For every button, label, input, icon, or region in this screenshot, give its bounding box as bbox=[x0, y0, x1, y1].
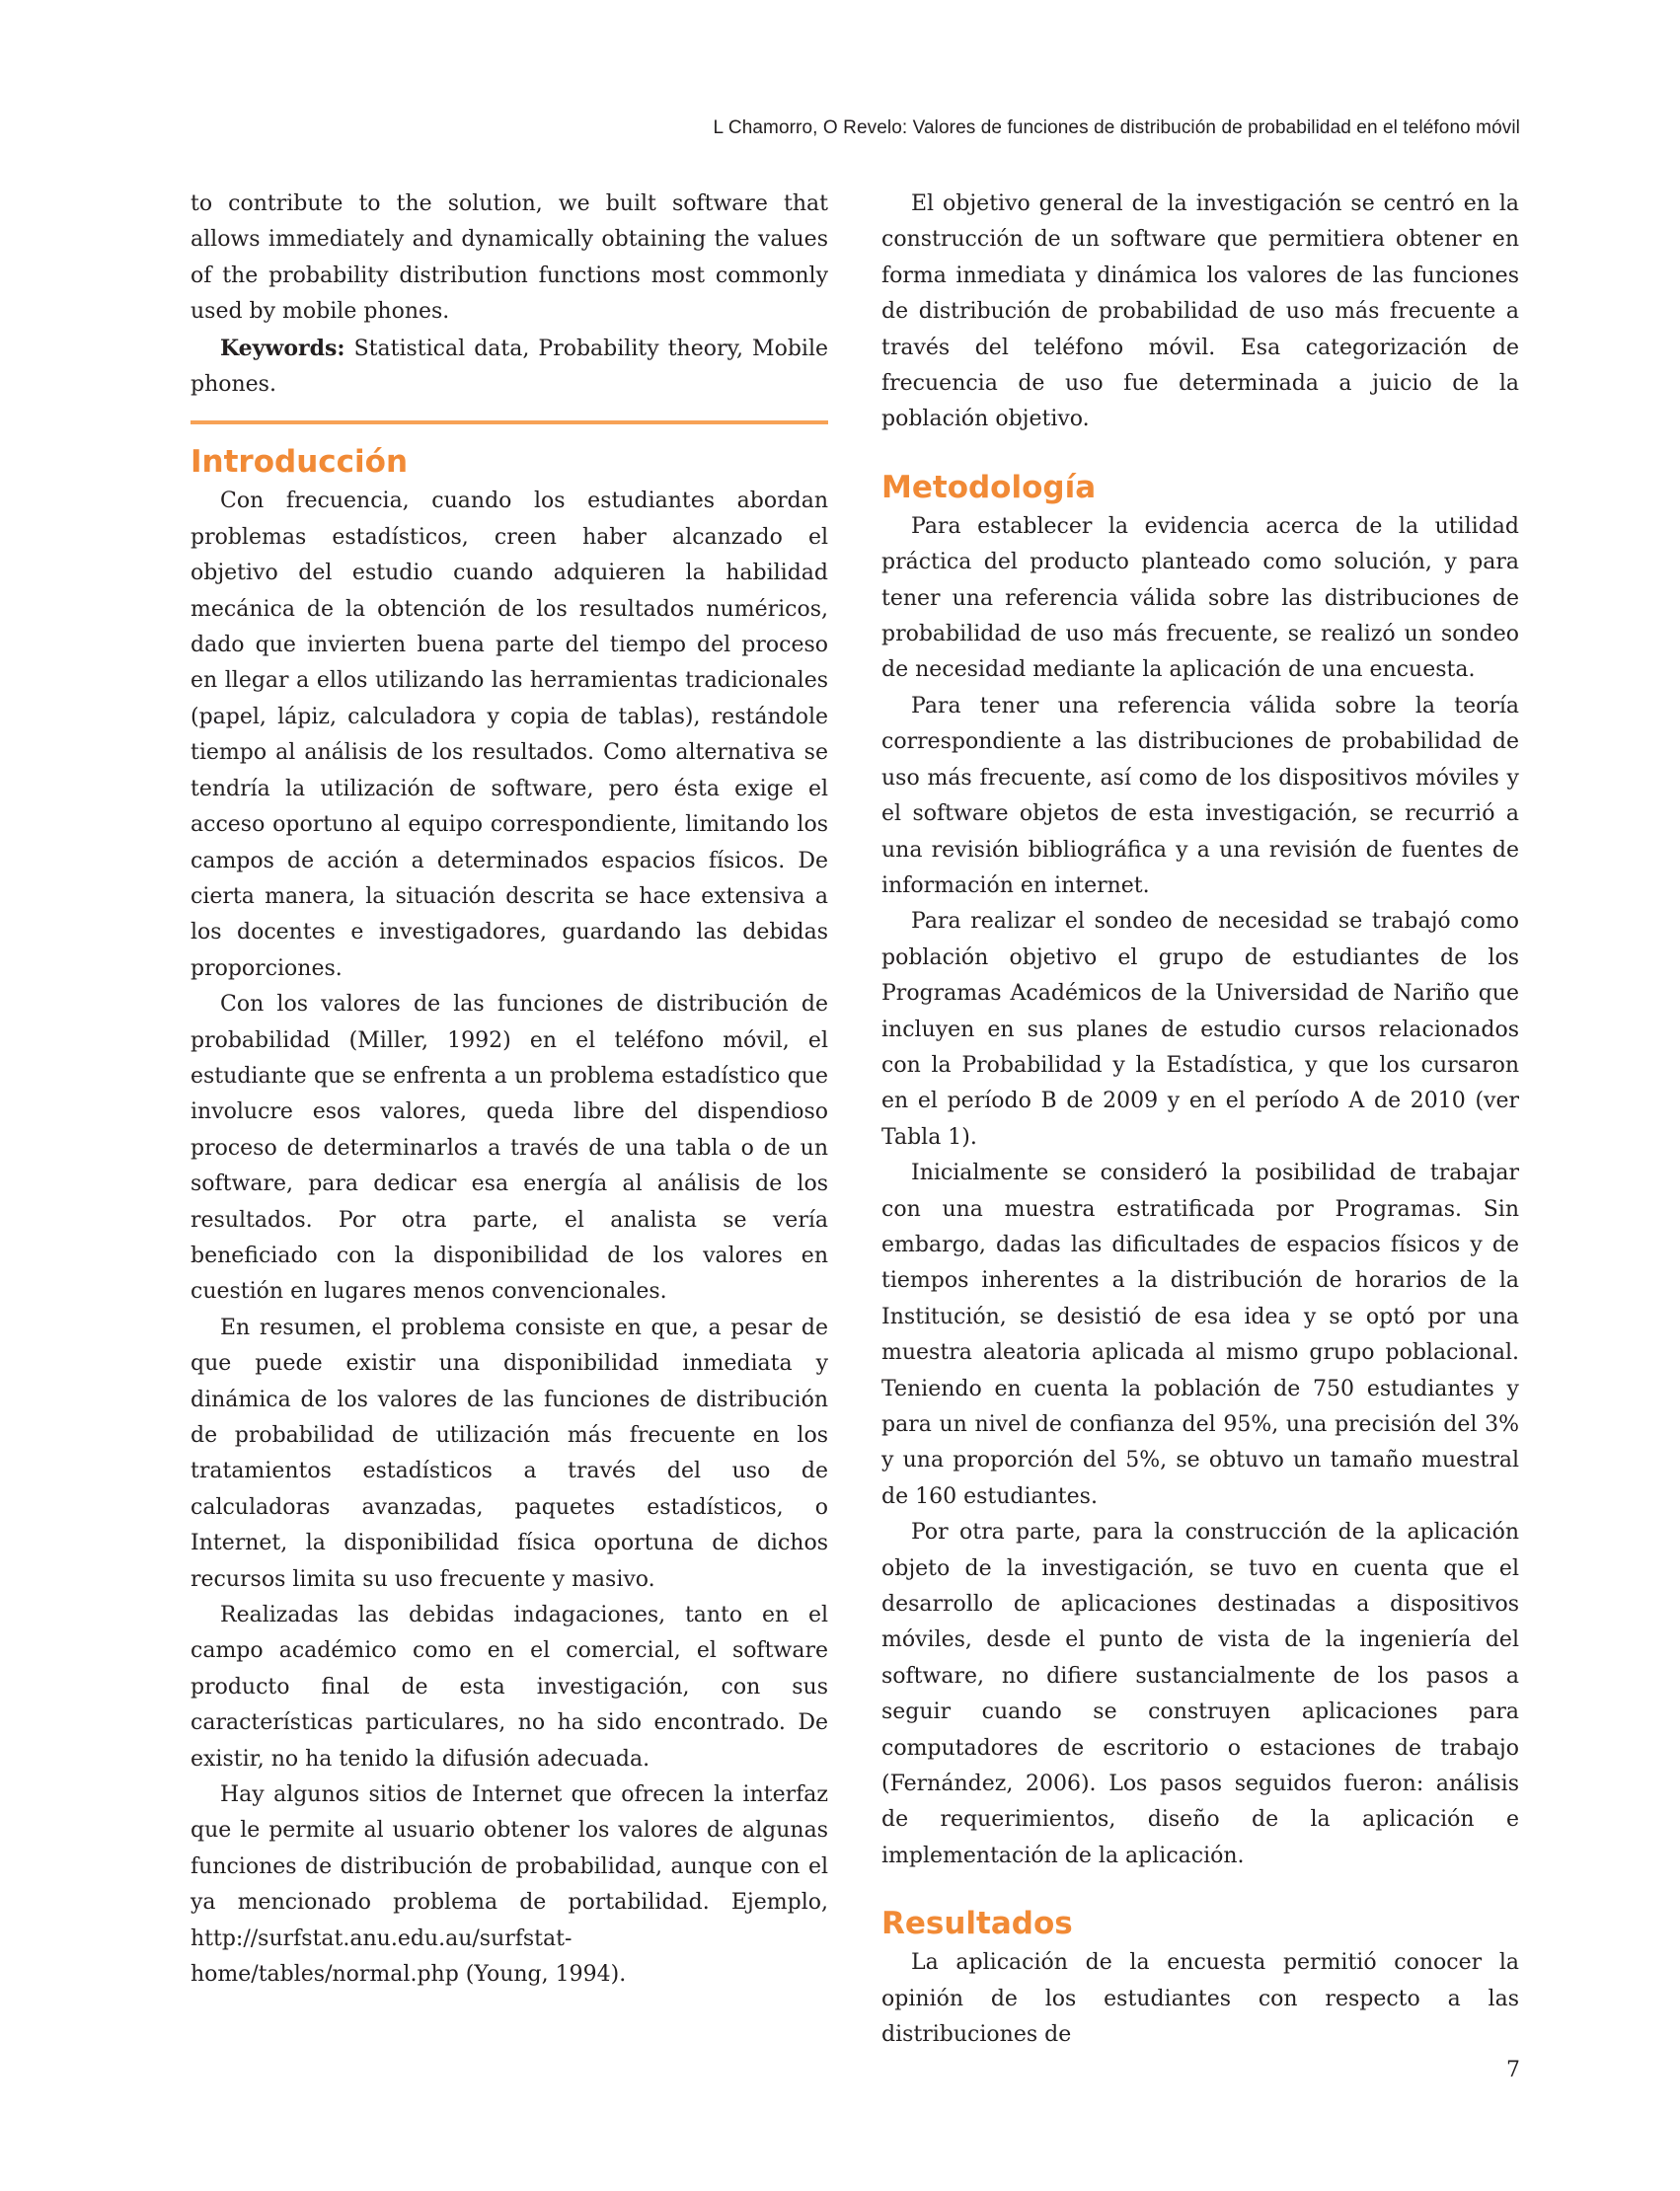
method-title: Metodología bbox=[881, 469, 1097, 505]
intro-paragraph-1: Con frecuencia, cuando los estudiantes abordan problemas estadísticos, creen haber alcanzado el objetivo del estudio cuando adquieren la habilidad mecánica de la obtención de los resultados numéricos, dado que invierten buena parte del tiempo del proceso en llegar a ellos utilizando las herramientas tradicionales (papel, lápiz, calculadora y copia de tablas), restándole tiempo al análisis de los resultados. Como alternativa se tendría la utilización de software, pero ésta exige el acceso oportuno al equipo correspondiente, limitando los campos de acción a determinados espacios físicos. De cierta manera, la situación descrita se hace extensiva a los docentes e investigadores, guardando las debidas proporciones. bbox=[191, 489, 828, 981]
running-header: L Chamorro, O Revelo: Valores de funciones de distribución de probabilidad en el teléfono móvil bbox=[713, 117, 1520, 138]
method-paragraph-5: Por otra parte, para la construcción de la aplicación objeto de la investigación, se tuvo en cuenta que el desarrollo de aplicaciones destinadas a dispositivos móviles, desde el punto de vista de la ingeniería del software, no difiere sustancialmente de los pasos a seguir cuando se construyen aplicaciones para computadores de escritorio o estaciones de trabajo (Fernández, 2006). Los pasos seguidos fueron: análisis de requerimientos, diseño de la aplicación e implementación de la aplicación. bbox=[881, 1520, 1519, 1868]
abstract-continuation: to contribute to the solution, we built software that allows immediately and dynamically obtaining the values of the probability distribution functions most commonly used by mobile phones. bbox=[191, 191, 828, 325]
results-title: Resultados bbox=[881, 1906, 1073, 1942]
method-paragraph-1: Para establecer la evidencia acerca de la utilidad práctica del producto planteado como solución, y para tener una referencia válida sobre las distribuciones de probabilidad de uso más frecuente, se realizó un sondeo de necesidad mediante la aplicación de una encuesta. bbox=[881, 513, 1519, 683]
section-divider bbox=[191, 420, 828, 424]
keywords-label: Keywords: bbox=[220, 335, 345, 361]
method-paragraph-4: Inicialmente se consideró la posibilidad de trabajar con una muestra estratificada por Programas. Sin embargo, dadas las dificultades de espacios físicos y de tiempos inherentes a la distribución de horarios de la Institución, se desistió de esa idea y se optó por una muestra aleatoria aplicada al mismo grupo poblacional. Teniendo en cuenta la población de 750 estudiantes y para un nivel de confianza del 95%, una precisión del 3% y una proporción del 5%, se obtuvo un tamaño muestral de 160 estudiantes. bbox=[881, 1161, 1519, 1509]
keywords-line bbox=[191, 331, 828, 404]
left-column bbox=[191, 187, 828, 1994]
results-paragraph: La aplicación de la encuesta permitió conocer la opinión de los estudiantes con respecto a las distribuciones de bbox=[881, 1950, 1519, 2048]
intro-paragraph-2: Con los valores de las funciones de distribución de probabilidad (Miller, 1992) en el teléfono móvil, el estudiante que se enfrenta a un problema estadístico que involucre esos valores, queda libre del dispendioso proceso de determinarlos a través de una tabla o de un software, para dedicar esa energía al análisis de los resultados. Por otra parte, el analista se vería beneficiado con la disponibilidad de los valores en cuestión en lugares menos convencionales. bbox=[191, 992, 828, 1305]
intro-paragraph-3: En resumen, el problema consiste en que, a pesar de que puede existir una disponibilidad inmediata y dinámica de los valores de las funciones de distribución de probabilidad de utilización más frecuente en los tratamientos estadísticos a través del uso de calculadoras avanzadas, paquetes estadísticos, o Internet, la disponibilidad física oportuna de dichos recursos limita su uso frecuente y masivo. bbox=[191, 1315, 828, 1592]
objective-paragraph: El objetivo general de la investigación se centró en la construcción de un software que permitiera obtener en forma inmediata y dinámica los valores de las funciones de distribución de probabilidad de uso más frecuente a través del teléfono móvil. Esa categorización de frecuencia de uso fue determinada a juicio de la población objetivo. bbox=[881, 191, 1519, 432]
method-paragraph-2: Para tener una referencia válida sobre la teoría correspondiente a las distribuciones de probabilidad de uso más frecuente, así como de los dispositivos móviles y el software objetos de esta investigación, se recurrió a una revisión bibliográfica y a una revisión de fuentes de información en internet. bbox=[881, 693, 1519, 898]
page-number: 7 bbox=[1506, 2058, 1520, 2082]
keywords-text: Statistical data, Probability theory, Mobile phones. bbox=[191, 336, 828, 398]
method-paragraph-3: Para realizar el sondeo de necesidad se trabajó como población objetivo el grupo de estudiantes de los Programas Académicos de la Universidad de Nariño que incluyen en sus planes de estudio cursos relacionados con la Probabilidad y la Estadística, y que los cursaron en el período B de 2009 y en el período A de 2010 (ver Tabla 1). bbox=[881, 909, 1519, 1150]
intro-paragraph-5: Hay algunos sitios de Internet que ofrecen la interfaz que le permite al usuario obtener los valores de algunas funciones de distribución de probabilidad, aunque con el ya mencionado problema de portabilidad. Ejemplo, http://surfstat.anu.edu.au/surfstat-home/tables/normal.php (Young, 1994). bbox=[191, 1782, 828, 1988]
intro-paragraph-4: Realizadas las debidas indagaciones, tanto en el campo académico como en el comercial, el software producto final de esta investigación, con sus características particulares, no ha sido encontrado. De existir, no ha tenido la difusión adecuada. bbox=[191, 1603, 828, 1772]
intro-title: Introducción bbox=[191, 444, 409, 481]
right-column bbox=[881, 187, 1519, 2054]
